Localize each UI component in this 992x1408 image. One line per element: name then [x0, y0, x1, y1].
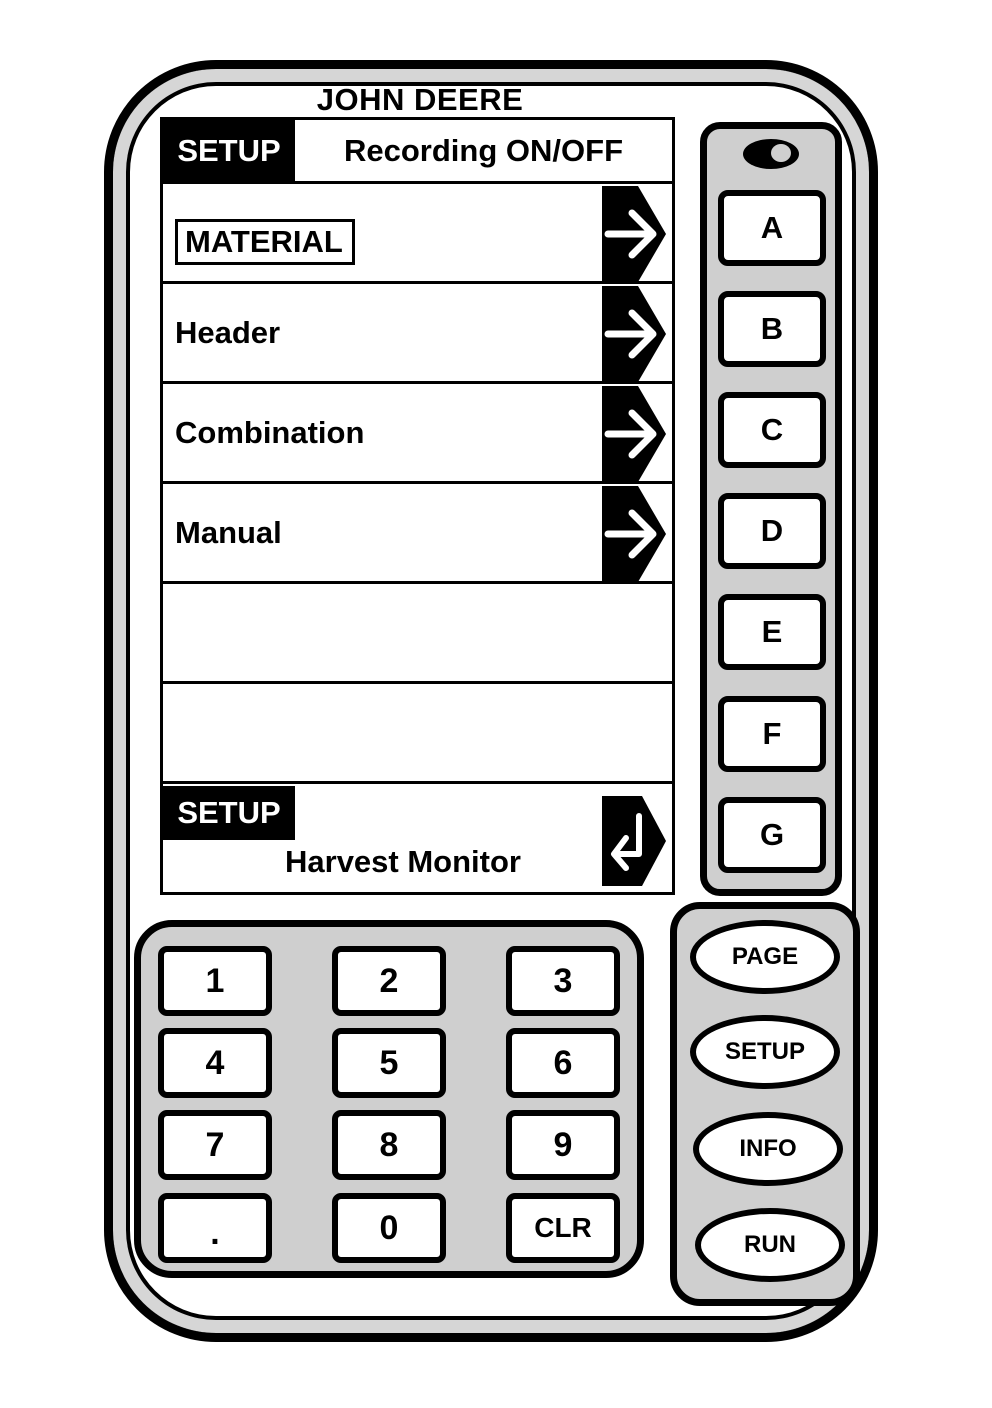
menu-row-manual[interactable] [163, 484, 672, 584]
screen-title: Recording ON/OFF [344, 133, 623, 168]
info-button[interactable]: INFO [693, 1112, 843, 1186]
key-clear[interactable]: CLR [506, 1193, 620, 1263]
softkey-e[interactable]: E [718, 594, 826, 670]
arrow-right-icon [602, 286, 668, 382]
softkey-g[interactable]: G [718, 797, 826, 873]
menu-row-label: MATERIAL [175, 219, 355, 265]
display-screen [160, 117, 675, 895]
key-3[interactable]: 3 [506, 946, 620, 1016]
run-button[interactable]: RUN [695, 1208, 845, 1282]
return-arrow-icon[interactable] [602, 796, 668, 886]
menu-row-header[interactable] [163, 284, 672, 384]
arrow-right-icon [602, 486, 668, 582]
page-button[interactable]: PAGE [690, 920, 840, 994]
brand-label: JOHN DEERE [316, 82, 524, 117]
menu-row-empty [163, 684, 672, 784]
key-decimal[interactable]: . [158, 1193, 272, 1263]
key-4[interactable]: 4 [158, 1028, 272, 1098]
key-2[interactable]: 2 [332, 946, 446, 1016]
menu-row-label: Manual [175, 514, 282, 550]
softkey-d[interactable]: D [718, 493, 826, 569]
setup-badge: SETUP [163, 120, 295, 181]
menu-row-material[interactable] [163, 184, 672, 284]
softkey-a[interactable]: A [718, 190, 826, 266]
key-5[interactable]: 5 [332, 1028, 446, 1098]
key-6[interactable]: 6 [506, 1028, 620, 1098]
indicator-light-icon [739, 134, 803, 174]
menu-row-combination[interactable] [163, 384, 672, 484]
softkey-f[interactable]: F [718, 696, 826, 772]
screen-footer [163, 786, 672, 892]
key-7[interactable]: 7 [158, 1110, 272, 1180]
key-0[interactable]: 0 [332, 1193, 446, 1263]
setup-button[interactable]: SETUP [690, 1015, 840, 1089]
softkey-b[interactable]: B [718, 291, 826, 367]
key-9[interactable]: 9 [506, 1110, 620, 1180]
menu-row-label: Combination [175, 414, 365, 450]
screen-header [163, 120, 672, 184]
arrow-right-icon [602, 386, 668, 482]
key-8[interactable]: 8 [332, 1110, 446, 1180]
setup-badge: SETUP [163, 786, 295, 840]
arrow-right-icon [602, 186, 668, 282]
softkey-c[interactable]: C [718, 392, 826, 468]
menu-row-label: Header [175, 314, 281, 350]
menu-row-empty [163, 584, 672, 684]
key-1[interactable]: 1 [158, 946, 272, 1016]
footer-title: Harvest Monitor [285, 844, 521, 879]
